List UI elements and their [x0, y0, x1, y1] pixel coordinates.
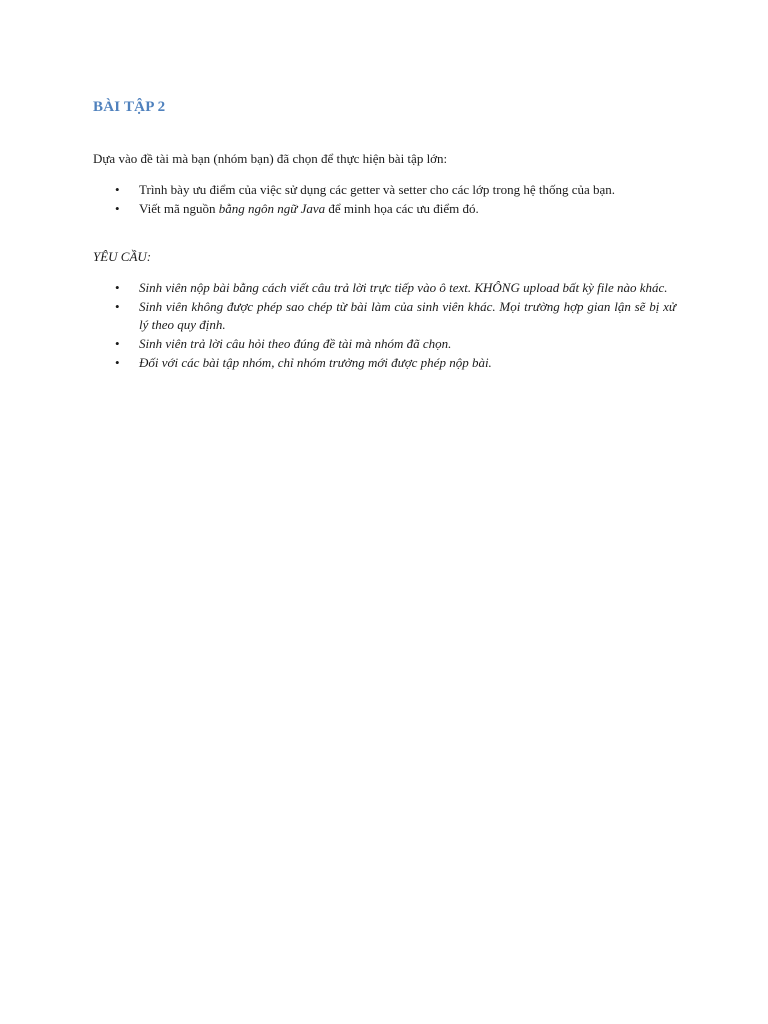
bullet-icon: •	[115, 280, 120, 295]
requirement-text: Đối với các bài tập nhóm, chỉ nhóm trưởng mới được phép nộp bài.	[139, 355, 492, 370]
requirement-text: Sinh viên nộp bài bằng cách viết câu trả lời trực tiếp vào ô text. KHÔNG upload bất kỳ file nào khác.	[139, 280, 668, 295]
page-title: BÀI TẬP 2	[93, 99, 166, 115]
intro-paragraph: Dựa vào đề tài mà bạn (nhóm bạn) đã chọn để thực hiện bài tập lớn:	[93, 151, 448, 166]
requirement-item	[93, 279, 676, 297]
task-text-emphasis: bằng ngôn ngữ Java	[218, 201, 326, 216]
requirements-heading: YÊU CẦU:	[93, 249, 152, 264]
bullet-icon: •	[115, 182, 120, 197]
bullet-icon: •	[115, 355, 120, 370]
task-text-suffix: để minh họa các ưu điểm đó.	[325, 201, 479, 216]
requirement-text: Sinh viên không được phép sao chép từ bài làm của sinh viên khác. Mọi trường hợp gian lận sẽ bị xử lý theo quy định.	[139, 299, 676, 332]
task-text-prefix: Viết mã nguồn	[139, 201, 219, 216]
requirement-item	[93, 354, 676, 372]
task-item	[93, 200, 676, 218]
task-list	[93, 181, 676, 219]
bullet-icon: •	[115, 201, 120, 216]
requirement-text: Sinh viên trả lời câu hỏi theo đúng đề tài mà nhóm đã chọn.	[139, 336, 452, 351]
task-item	[93, 181, 676, 199]
requirement-item	[93, 298, 676, 334]
task-text: Trình bày ưu điểm của việc sử dụng các getter và setter cho các lớp trong hệ thống của bạn.	[139, 182, 616, 197]
bullet-icon: •	[115, 336, 120, 351]
bullet-icon: •	[115, 299, 120, 314]
requirement-item	[93, 335, 676, 353]
requirements-list	[93, 279, 676, 373]
